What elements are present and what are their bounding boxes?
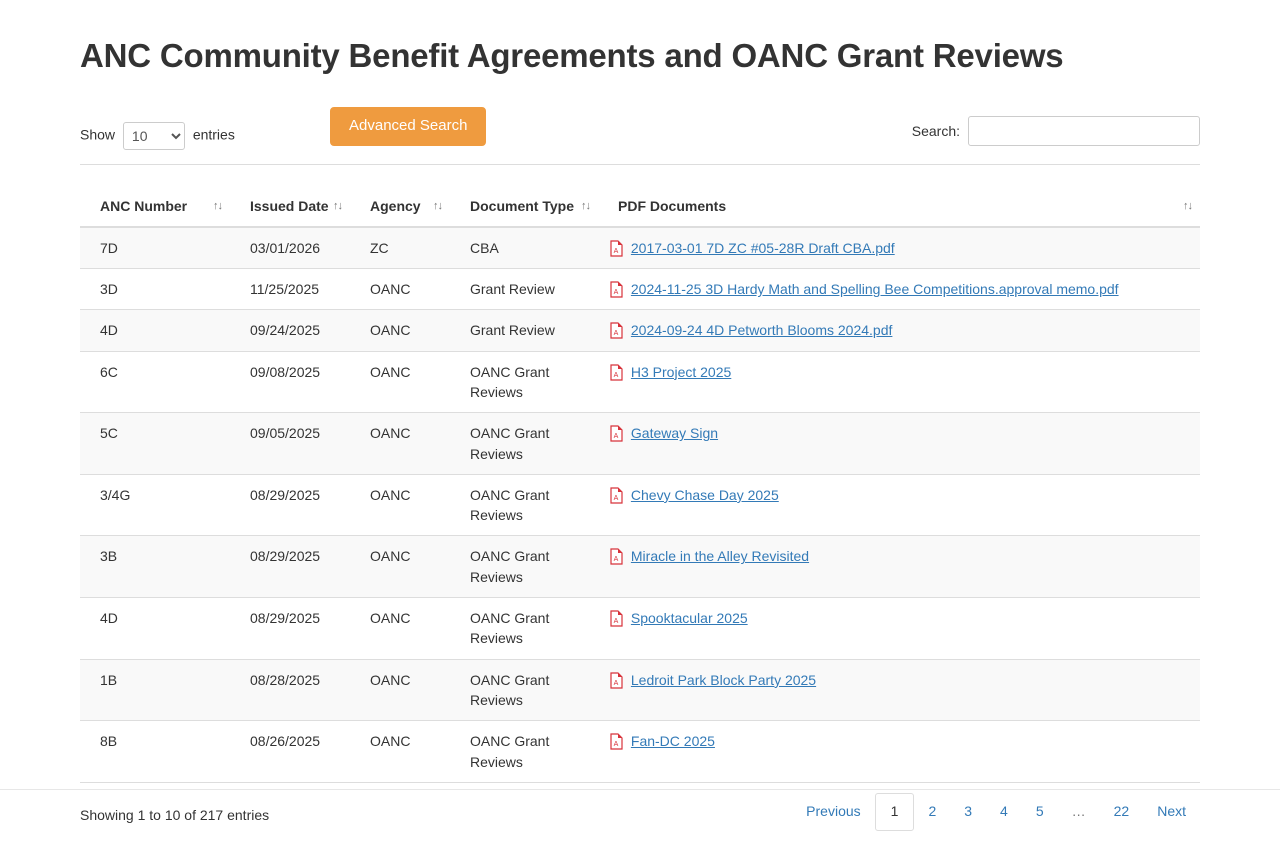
cell-document-type: OANC Grant Reviews	[450, 413, 598, 475]
svg-text:A: A	[613, 494, 619, 502]
advanced-search-button[interactable]: Advanced Search	[330, 107, 486, 146]
cell-pdf-documents	[598, 598, 1200, 660]
column-header-document-type[interactable]	[450, 165, 598, 227]
cell-anc-number: 3/4G	[80, 474, 230, 536]
column-header-issued-date[interactable]	[230, 165, 350, 227]
cell-anc-number: 8B	[80, 721, 230, 783]
pdf-document-link[interactable]: 2017-03-01 7D ZC #05-28R Draft CBA.pdf	[630, 239, 895, 256]
cell-document-type: Grant Review	[450, 310, 598, 351]
table-header-row	[80, 165, 1200, 227]
table-row	[80, 659, 1200, 721]
cell-anc-number: 7D	[80, 227, 230, 269]
entries-label: entries	[192, 127, 235, 143]
pagination-page-22[interactable]: 22	[1113, 802, 1130, 819]
cell-document-type: OANC Grant Reviews	[450, 351, 598, 413]
table-row	[80, 310, 1200, 351]
table-row	[80, 413, 1200, 475]
pdf-file-icon	[610, 323, 622, 338]
cell-issued-date: 08/29/2025	[230, 598, 350, 660]
cell-issued-date: 03/01/2026	[230, 227, 350, 269]
search-label: Search:	[911, 123, 960, 140]
pdf-document-link[interactable]: 2024-11-25 3D Hardy Math and Spelling Bee Competitions.approval memo.pdf	[630, 281, 1119, 298]
table-info: Showing 1 to 10 of 217 entries	[80, 806, 270, 823]
table-header	[80, 165, 1200, 227]
column-label-anc-number: ANC Number	[100, 197, 188, 214]
cell-issued-date: 08/29/2025	[230, 536, 350, 598]
page-title: ANC Community Benefit Agreements and OANC Grant Reviews	[80, 37, 1064, 74]
table-row	[80, 351, 1200, 413]
cell-issued-date: 09/24/2025	[230, 310, 350, 351]
cell-issued-date: 08/29/2025	[230, 474, 350, 536]
cell-agency: OANC	[350, 536, 450, 598]
cell-agency: OANC	[350, 413, 450, 475]
cell-anc-number: 4D	[80, 598, 230, 660]
pdf-file-icon	[610, 426, 622, 441]
cell-agency: OANC	[350, 269, 450, 310]
table-row	[80, 598, 1200, 660]
pdf-file-icon	[610, 365, 622, 380]
table-row	[80, 474, 1200, 536]
show-label: Show	[80, 127, 116, 143]
content-container	[80, 0, 1200, 853]
pagination-page-1[interactable]: 1	[875, 793, 915, 831]
cell-document-type: Grant Review	[450, 269, 598, 310]
cell-pdf-documents	[598, 227, 1200, 269]
cell-agency: OANC	[350, 659, 450, 721]
cell-anc-number: 6C	[80, 351, 230, 413]
table-body	[80, 227, 1200, 783]
table-controls	[80, 104, 1200, 160]
documents-table	[80, 164, 1200, 783]
cell-anc-number: 3B	[80, 536, 230, 598]
pdf-file-icon	[610, 488, 622, 503]
page-length-select[interactable]	[123, 122, 185, 150]
pdf-document-link[interactable]: H3 Project 2025	[630, 363, 732, 380]
cell-pdf-documents	[598, 659, 1200, 721]
svg-text:A: A	[613, 289, 619, 297]
column-label-document-type: Document Type	[470, 197, 574, 214]
sort-arrows-icon: ↑↓	[213, 199, 222, 212]
cell-pdf-documents	[598, 269, 1200, 310]
column-header-pdf-documents[interactable]	[598, 165, 1200, 227]
pagination-page-4[interactable]: 4	[1000, 802, 1008, 819]
svg-text:A: A	[613, 371, 619, 379]
pdf-document-link[interactable]: 2024-09-24 4D Petworth Blooms 2024.pdf	[630, 322, 893, 339]
cell-pdf-documents	[598, 310, 1200, 351]
pdf-document-link[interactable]: Spooktacular 2025	[630, 610, 748, 627]
cell-issued-date: 08/26/2025	[230, 721, 350, 783]
svg-text:A: A	[613, 679, 619, 687]
pdf-file-icon	[610, 241, 622, 256]
cell-agency: OANC	[350, 721, 450, 783]
pagination	[792, 793, 1200, 831]
cell-agency: OANC	[350, 474, 450, 536]
pdf-document-link[interactable]: Chevy Chase Day 2025	[630, 486, 779, 503]
pagination-page-5[interactable]: 5	[1035, 802, 1044, 819]
column-header-agency[interactable]	[350, 165, 450, 227]
cell-issued-date: 09/08/2025	[230, 351, 350, 413]
cell-pdf-documents	[598, 721, 1200, 783]
cell-pdf-documents	[598, 351, 1200, 413]
cell-issued-date: 11/25/2025	[230, 269, 350, 310]
pdf-file-icon	[610, 673, 622, 688]
svg-text:A: A	[613, 247, 619, 255]
cell-document-type: CBA	[450, 227, 598, 269]
pdf-file-icon	[610, 549, 622, 564]
svg-text:A: A	[613, 330, 619, 338]
pdf-document-link[interactable]: Fan-DC 2025	[630, 733, 715, 750]
column-label-issued-date: Issued Date	[250, 197, 329, 214]
svg-text:A: A	[613, 433, 619, 441]
cell-anc-number: 1B	[80, 659, 230, 721]
column-header-anc-number[interactable]	[80, 165, 230, 227]
sort-arrows-icon: ↑↓	[433, 199, 442, 212]
table-row	[80, 269, 1200, 310]
table-row	[80, 536, 1200, 598]
pdf-document-link[interactable]: Ledroit Park Block Party 2025	[630, 671, 817, 688]
cell-pdf-documents	[598, 536, 1200, 598]
cell-agency: OANC	[350, 310, 450, 351]
pagination-page-2[interactable]: 2	[928, 802, 937, 819]
cell-anc-number: 4D	[80, 310, 230, 351]
pagination-ellipsis: …	[1071, 802, 1086, 819]
sort-arrows-icon: ↑↓	[1183, 199, 1192, 212]
cell-document-type: OANC Grant Reviews	[450, 536, 598, 598]
cell-document-type: OANC Grant Reviews	[450, 659, 598, 721]
cell-anc-number: 3D	[80, 269, 230, 310]
cell-anc-number: 5C	[80, 413, 230, 475]
search-input[interactable]	[968, 116, 1200, 146]
table-footer	[80, 793, 1200, 853]
svg-text:A: A	[613, 741, 619, 749]
cell-issued-date: 09/05/2025	[230, 413, 350, 475]
column-label-agency: Agency	[370, 197, 421, 214]
table-row	[80, 227, 1200, 269]
svg-text:A: A	[613, 618, 619, 626]
footer-divider	[0, 789, 1280, 790]
pagination-next[interactable]: Next	[1157, 802, 1186, 819]
table-row	[80, 721, 1200, 783]
page-length-control	[80, 122, 235, 150]
cell-pdf-documents	[598, 413, 1200, 475]
cell-agency: OANC	[350, 351, 450, 413]
pagination-page-3[interactable]: 3	[964, 802, 973, 819]
cell-pdf-documents	[598, 474, 1200, 536]
pagination-previous[interactable]: Previous	[806, 802, 861, 819]
column-label-pdf-documents: PDF Documents	[618, 197, 727, 214]
sort-arrows-icon: ↑↓	[581, 199, 590, 212]
pdf-document-link[interactable]: Gateway Sign	[630, 425, 719, 442]
pdf-file-icon	[610, 611, 622, 626]
pdf-file-icon	[610, 282, 622, 297]
search-control	[912, 116, 1200, 146]
sort-arrows-icon: ↑↓	[333, 199, 342, 212]
cell-document-type: OANC Grant Reviews	[450, 474, 598, 536]
cell-document-type: OANC Grant Reviews	[450, 721, 598, 783]
pdf-file-icon	[610, 734, 622, 749]
pdf-document-link[interactable]: Miracle in the Alley Revisited	[630, 548, 810, 565]
cell-agency: ZC	[350, 227, 450, 269]
cell-issued-date: 08/28/2025	[230, 659, 350, 721]
svg-text:A: A	[613, 556, 619, 564]
cell-document-type: OANC Grant Reviews	[450, 598, 598, 660]
cell-agency: OANC	[350, 598, 450, 660]
